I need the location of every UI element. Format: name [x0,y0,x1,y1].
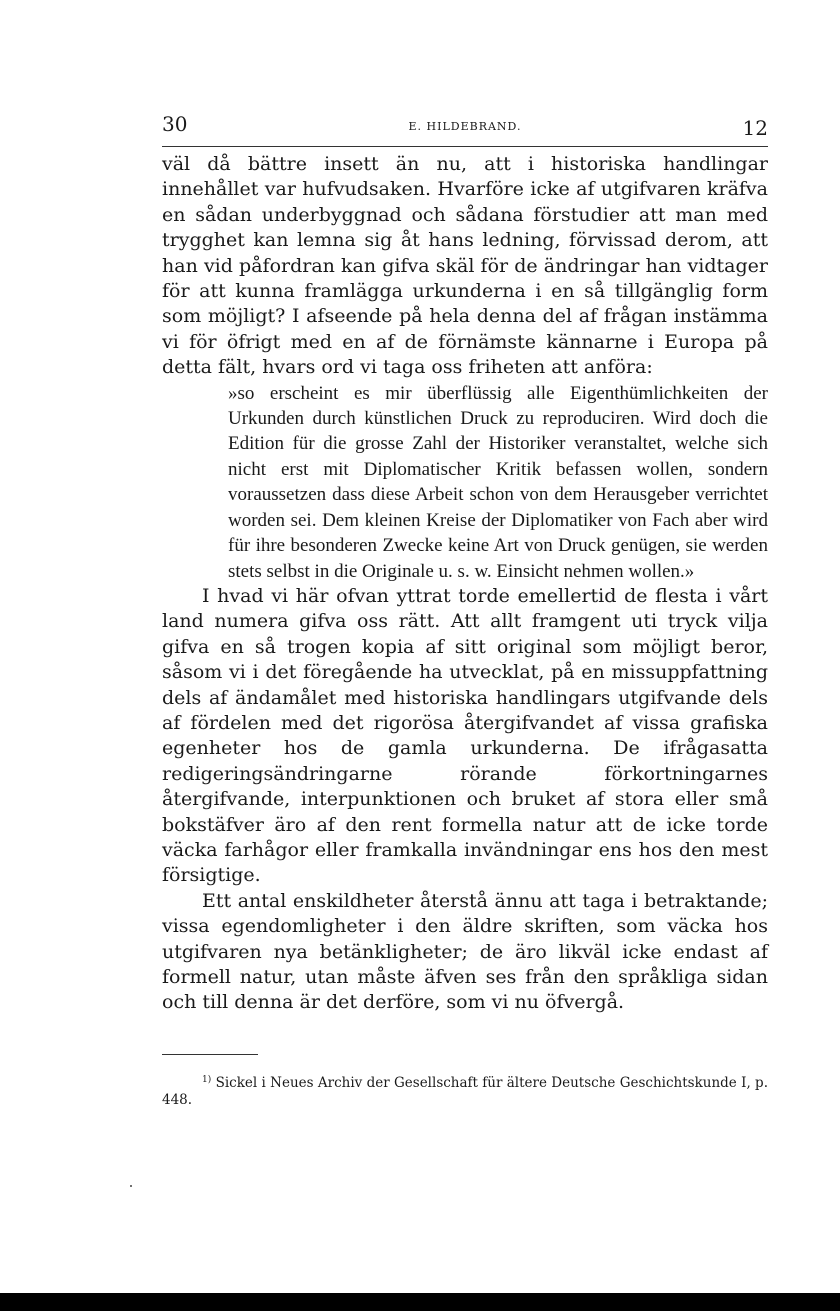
page-header [162,112,768,144]
footnote [162,1072,768,1109]
signature-number: 12 [742,116,768,140]
main-text [162,152,768,1016]
paragraph: I hvad vi här ofvan yttrat torde emellertid de flesta i vårt land numera gifva oss rätt. Att allt framgent uti tryck vilja gifva en så trogen kopia af sitt original som möjligt beror, såsom vi i det föregående ha utvecklat, på en missuppfattning dels af ändamålet med historiska handlingars utgifvande dels af fördelen med det rigorösa återgifvandet af vissa grafiska egenheter hos de gamla urkunderna. De ifrågasatta redigeringsändringarne rörande förkortningarnes återgifvande, interpunktionen och bruket af stora eller små bokstäfver äro af den rent formella natur att de icke torde väcka farhågor eller framkalla invändningar ens hos den mest försigtige. [162,584,768,887]
scan-border [0,1293,840,1311]
paragraph: Ett antal enskildheter återstå ännu att taga i betraktande; vissa egendomligheter i den äldre skriften, som väcka hos utgifvaren nya betänkligheter; de äro likväl icke endast af formell natur, utan måste äfven ses från den språkliga sidan och till denna är det derföre, som vi nu öfvergå. [162,889,768,1014]
speck [130,1185,132,1187]
block-quote: »so erscheint es mir überflüssig alle Eigenthümlichkeiten der Urkunden durch künstlichen Druck zu reproduciren. Wird doch die Edition für die grosse Zahl der Historiker veranstaltet, welche sich nicht erst mit Diplomatischer Kritik befassen wollen, sondern voraussetzen dass diese Arbeit schon von dem Herausgeber verrichtet worden sei. Dem kleinen Kreise der Diplomatiker von Fach aber wird für ihre besonderen Zwecke keine Art von Druck genügen, sie werden stets selbst in die Originale u. s. w. Einsicht nehmen wollen.» [228,382,768,582]
footnote-rule [162,1054,258,1055]
footnote-marker: 1) [202,1075,212,1085]
footnote-text: Sickel i Neues Archiv der Gesellschaft für ältere Deutsche Geschichtskunde I, p. 448. [162,1075,768,1108]
header-rule [162,146,768,147]
running-head: E. HILDEBRAND. [408,120,522,133]
page-number: 30 [162,112,188,136]
paragraph-continued: väl då bättre insett än nu, att i historiska handlingar innehållet var hufvudsaken. Hvarföre icke af utgifvaren kräfva en sådan underbyggnad och sådana förstudier att man med trygghet kan lemna sig åt hans ledning, förvissad derom, att han vid påfordran kan gifva skäl för de ändringar han vidtager för att kunna framlägga urkunderna i en så tillgänglig form som möjligt? I afseende på hela denna del af frågan instämma vi för öfrigt med en af de förnämste kännarne i Europa på detta fält, hvars ord vi taga oss friheten att anföra: [162,153,768,379]
